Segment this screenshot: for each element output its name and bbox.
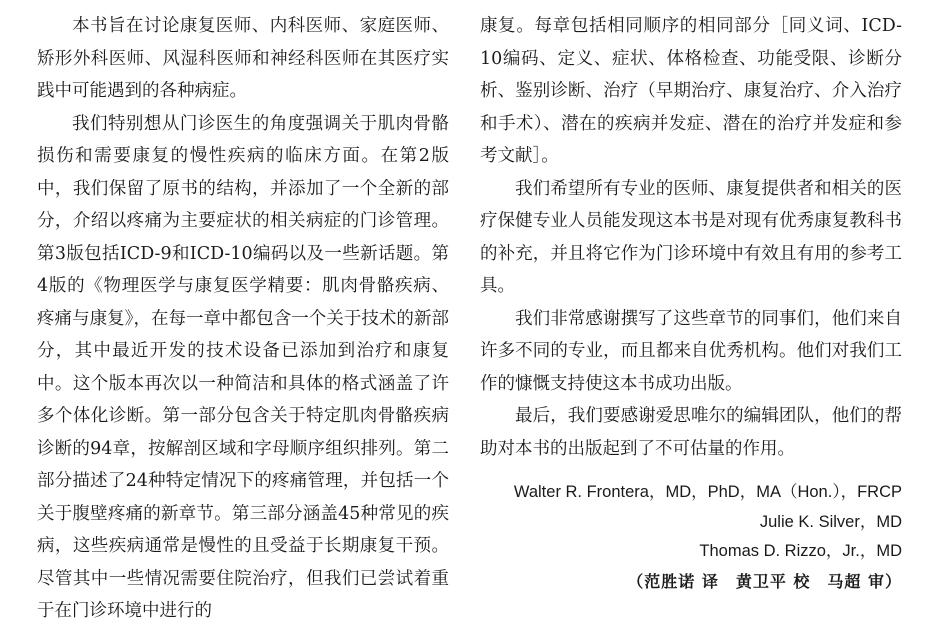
paragraph-intro: 本书旨在讨论康复医师、内科医师、家庭医师、矫形外科医师、风湿科医师和神经科医师在其医疗实践中可能遇到的各种病症。 [37, 16, 449, 101]
paragraph-editions: 我们特别想从门诊医生的角度强调关于肌肉骨骼损伤和需要康复的慢性疾病的临床方面。在第2版中，我们保留了原书的结构，并添加了一个全新的部分，介绍以疼痛为主要症状的相关病症的门诊管理。第3版包括ICD-9和ICD-10编码以及一些新话题。第4版的《物理医学与康复医学精要：肌肉骨骼疾病、疼痛与康复》，在每一章中都包含一个关于技术的新部分，其中最近开发的技术设备已添加到治疗和康复中。这个版本再次以一种简洁和具体的格式涵盖了许多个体化诊断。第一部分包含关于特定肌肉骨骼疾病诊断的94章，按解剖区域和字母顺序组织排列。第二部分描述了24种特定情况下的疼痛管理，并包括一个关于腹壁疼痛的新章节。第三部分涵盖45种常见的疾病，这些疾病通常是慢性的且受益于长期康复干预。尽管其中一些情况需要住院治疗，但我们已尝试着重于在门诊环境中进行的 [37, 113, 449, 621]
author-rizzo: Thomas D. Rizzo，Jr.，MD [699, 542, 902, 560]
paragraph-thanks-colleagues: 我们非常感谢撰写了这些章节的同事们，他们来自许多不同的专业，而且都来自优秀机构。他们对我们工作的慷慨支持使这本书成功出版。 [480, 308, 902, 394]
author-frontera: Walter R. Frontera，MD，PhD，MA（Hon.），FRCP [513, 483, 902, 501]
author-silver: Julie K. Silver，MD [759, 512, 902, 531]
paragraph-continuation: 康复。每章包括相同顺序的相同部分［同义词、ICD-10编码、定义、症状、体格检查、功能受限、诊断分析、鉴别诊断、治疗（早期治疗、康复治疗、介入治疗和手术）、潜在的疾病并发症、潜在的治疗并发症和参考文献］。 [480, 16, 902, 166]
translation-credits: （范胜诺 译 黄卫平 校 马超 审） [627, 571, 902, 591]
paragraph-thanks-editors: 最后，我们要感谢爱思唯尔的编辑团队，他们的帮助对本书的出版起到了不可估量的作用。 [480, 406, 902, 459]
paragraph-hope: 我们希望所有专业的医师、康复提供者和相关的医疗保健专业人员能发现这本书是对现有优秀康复教科书的补充，并且将它作为门诊环境中有效且有用的参考工具。 [480, 178, 902, 296]
signature-block [462, 478, 902, 596]
right-column [480, 10, 902, 465]
left-column [37, 10, 449, 628]
